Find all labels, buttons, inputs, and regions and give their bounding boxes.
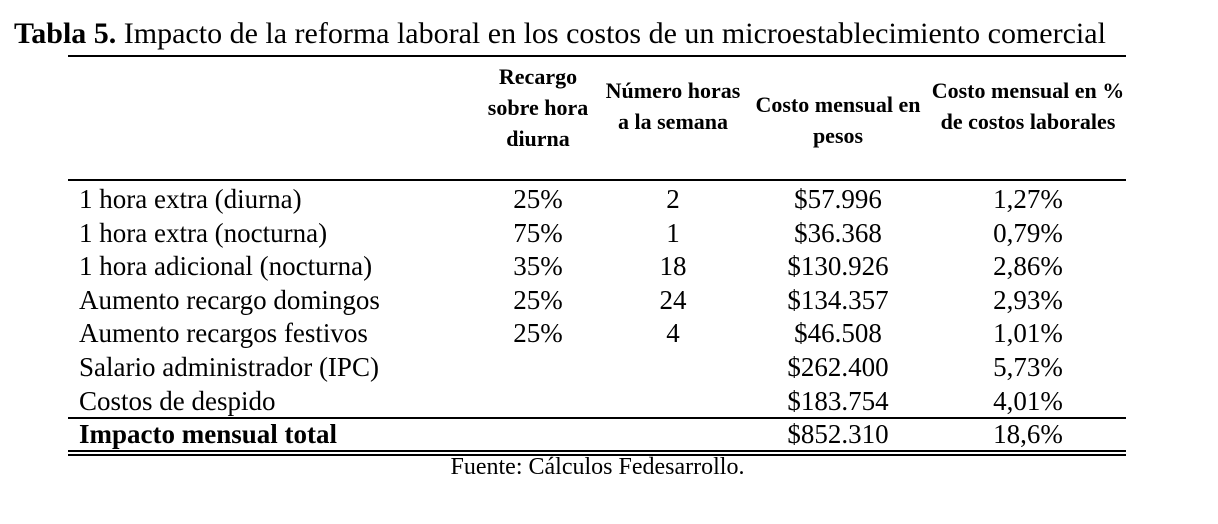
row-recargo: 75%: [513, 217, 563, 248]
row-costo: $134.357: [787, 284, 889, 315]
row-recargo: 25%: [513, 184, 563, 214]
row-costo: $46.508: [794, 318, 882, 349]
row-costo: $130.926: [787, 251, 889, 282]
table-body: [68, 183, 1126, 418]
row-costo: $36.368: [794, 217, 882, 248]
row-costo: $183.754: [787, 385, 889, 416]
row-costo: $57.996: [794, 184, 882, 214]
table-row: [68, 385, 1126, 419]
row-recargo: 25%: [513, 284, 563, 315]
row-pct: 1,27%: [993, 184, 1063, 214]
row-horas: 24: [659, 284, 687, 315]
table-row: [68, 284, 1126, 318]
row-label: Aumento recargo domingos: [79, 284, 380, 315]
row-label: Aumento recargos festivos: [79, 318, 368, 349]
table-row: [68, 351, 1126, 385]
row-label: 1 hora extra (nocturna): [79, 217, 328, 248]
header-horas: Número horas a la semana: [605, 78, 741, 134]
row-costo: $262.400: [787, 351, 889, 382]
header-costo-porcentaje: Costo mensual en % de costos laborales: [931, 78, 1125, 134]
total-costo: $852.310: [787, 419, 889, 449]
row-pct: 2,86%: [993, 251, 1063, 282]
header-rule: [68, 179, 1126, 181]
table-row: [68, 217, 1126, 251]
row-label: Salario administrador (IPC): [79, 351, 379, 382]
caption-label: Tabla 5.: [14, 17, 117, 50]
row-pct: 1,01%: [993, 318, 1063, 349]
table-row: [68, 250, 1126, 284]
row-recargo: 35%: [513, 251, 563, 282]
header-costo-pesos: Costo mensual en pesos: [755, 92, 921, 148]
table-top-rule: [68, 55, 1126, 57]
source-note: Fuente: Cálculos Fedesarrollo.: [450, 454, 745, 480]
row-horas: 2: [666, 184, 680, 214]
caption-text: Impacto de la reforma laboral en los costos de un microestablecimiento comercial: [116, 17, 1106, 50]
total-pct: 18,6%: [993, 419, 1063, 449]
row-horas: 1: [666, 217, 680, 248]
row-label: 1 hora extra (diurna): [79, 184, 302, 214]
row-pct: 2,93%: [993, 284, 1063, 315]
row-pct: 4,01%: [993, 385, 1063, 416]
row-label: 1 hora adicional (nocturna): [79, 251, 373, 282]
row-recargo: 25%: [513, 318, 563, 349]
table-row: [68, 317, 1126, 351]
table-row: [68, 183, 1126, 217]
header-recargo: Recargo sobre hora diurna: [487, 64, 589, 151]
row-label: Costos de despido: [79, 385, 276, 416]
total-label: Impacto mensual total: [79, 419, 337, 449]
row-horas: 18: [659, 251, 687, 282]
row-pct: 5,73%: [993, 351, 1063, 382]
row-horas: 4: [666, 318, 680, 349]
row-pct: 0,79%: [993, 217, 1063, 248]
table-caption: [14, 16, 1106, 52]
total-row: [68, 418, 1126, 451]
